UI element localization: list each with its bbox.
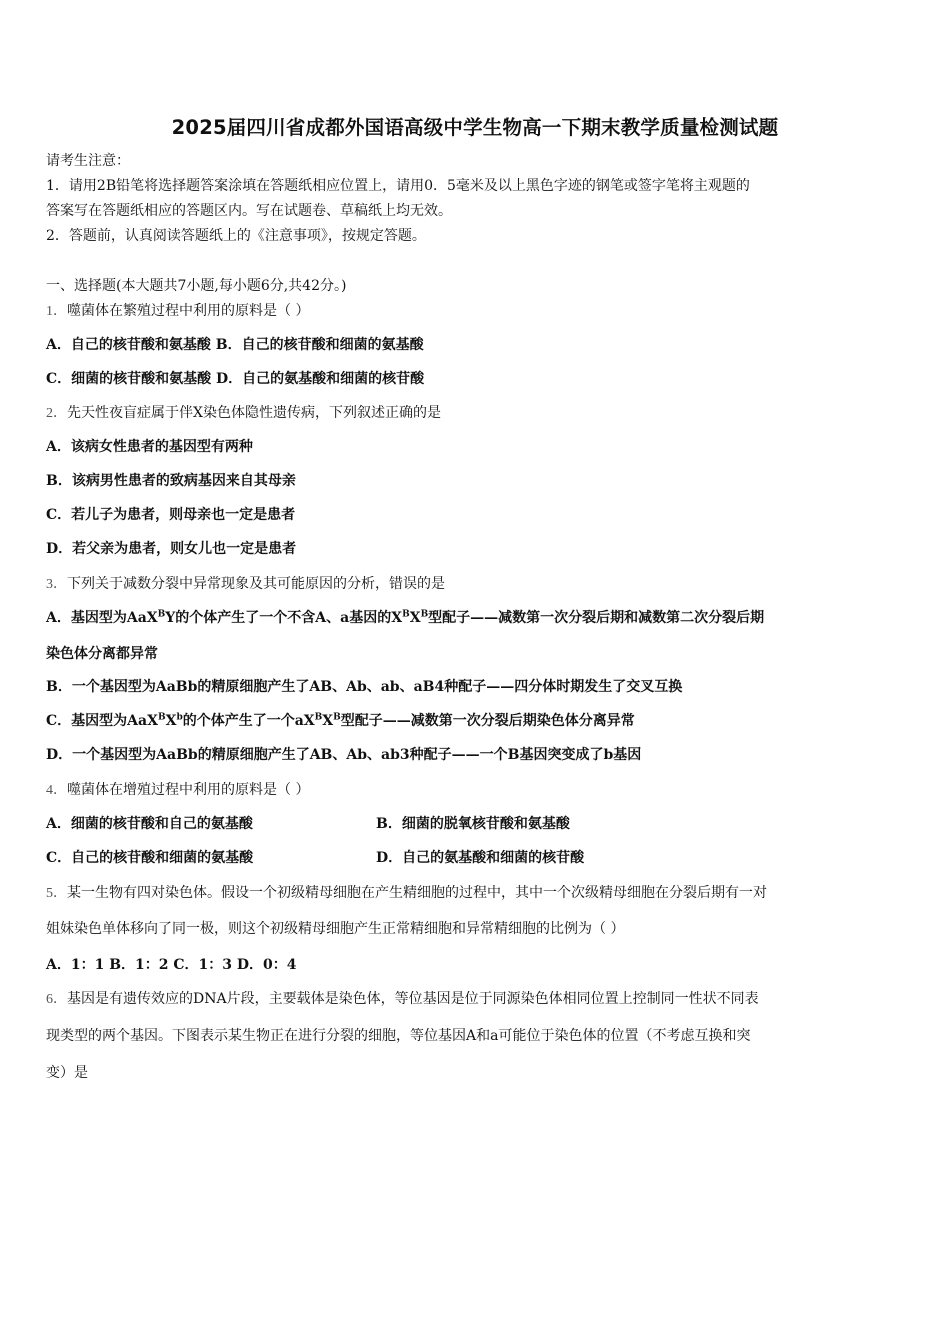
question-3-option-c	[46, 711, 916, 731]
question-4-option-b: B．细菌的脱氧核苷酸和氨基酸	[376, 816, 570, 832]
superscript: B	[420, 609, 429, 620]
question-1-options-ab: A．自己的核苷酸和氨基酸 B．自己的核苷酸和细菌的氨基酸	[46, 337, 424, 353]
text-part: 的个体产生了一个aX	[182, 713, 315, 729]
question-2-stem	[46, 403, 916, 424]
superscript: b	[176, 712, 183, 723]
text-part: Y的个体产生了一个不含A、a基因的X	[165, 610, 403, 626]
question-2-option-c: C．若儿子为患者，则母亲也一定是患者	[46, 507, 296, 523]
question-3-stem	[46, 574, 916, 595]
question-4-options-ab	[46, 814, 916, 834]
question-4-option-d: D．自己的氨基酸和细菌的核苷酸	[376, 850, 585, 866]
question-text: 某一生物有四对染色体。假设一个初级精母细胞在产生精细胞的过程中，其中一个次级精母细胞在分裂后期有一对	[67, 885, 767, 901]
question-4-stem	[46, 780, 916, 801]
question-4-options-cd	[46, 848, 916, 868]
notice-line-1: 1．请用2B铅笔将选择题答案涂填在答题纸相应位置上，请用0．5毫米及以上黑色字迹的钢笔或签字笔将主观题的	[46, 178, 750, 194]
superscript: B	[333, 712, 341, 723]
question-2-option-d: D．若父亲为患者，则女儿也一定是患者	[46, 541, 297, 557]
question-3-option-b: B．一个基因型为AaBb的精原细胞产生了AB、Ab、ab、aB4种配子——四分体时期发生了交叉互换	[46, 679, 683, 695]
question-5-options: A．1：1 B．1：2 C．1：3 D．0：4	[46, 957, 297, 973]
superscript: B	[157, 609, 166, 620]
question-number: 5．	[46, 886, 67, 901]
superscript: B	[157, 712, 166, 723]
page-title: 2025届四川省成都外国语高级中学生物高一下期末教学质量检测试题	[171, 116, 779, 139]
question-number: 2．	[46, 406, 67, 421]
notice-line-2: 答案写在答题纸相应的答题区内。写在试题卷、草稿纸上均无效。	[46, 203, 452, 219]
question-4-option-c: C．自己的核苷酸和细菌的氨基酸	[46, 850, 254, 866]
text-part: C．基因型为AaX	[46, 713, 158, 729]
text-part: X	[165, 713, 177, 729]
text-part: 型配子——减数第一次分裂后期和减数第二次分裂后期	[428, 610, 765, 626]
question-3-option-a	[46, 608, 916, 628]
question-3-option-a-continued: 染色体分离都异常	[46, 646, 158, 662]
question-text: 基因是有遗传效应的DNA片段，主要载体是染色体，等位基因是位于同源染色体相同位置上控制同一性状不同表	[67, 991, 759, 1007]
question-text: 噬菌体在增殖过程中利用的原料是（ ）	[67, 782, 310, 798]
question-number: 3．	[46, 577, 67, 592]
question-6-stem-continued-2: 变）是	[46, 1065, 88, 1081]
text-part: A．基因型为AaX	[46, 610, 158, 626]
question-text: 噬菌体在繁殖过程中利用的原料是（ ）	[67, 303, 310, 319]
question-1-stem	[46, 301, 916, 322]
superscript: B	[314, 712, 323, 723]
question-1-options-cd: C．细菌的核苷酸和氨基酸 D．自己的氨基酸和细菌的核苷酸	[46, 371, 425, 387]
section-heading: 一、选择题(本大题共7小题,每小题6分,共42分。)	[46, 278, 347, 294]
notice-line-3: 2．答题前，认真阅读答题纸上的《注意事项》，按规定答题。	[46, 228, 426, 244]
text-part: X	[322, 713, 334, 729]
question-4-option-a: A．细菌的核苷酸和自己的氨基酸	[46, 816, 253, 832]
text-part: X	[409, 610, 421, 626]
question-6-stem	[46, 989, 916, 1010]
question-2-option-b: B．该病男性患者的致病基因来自其母亲	[46, 473, 296, 489]
question-number: 1．	[46, 304, 67, 319]
text-part: 型配子——减数第一次分裂后期染色体分离异常	[340, 713, 635, 729]
question-6-stem-continued-1: 现类型的两个基因。下图表示某生物正在进行分裂的细胞，等位基因A和a可能位于染色体的位置（不考虑互换和突	[46, 1028, 751, 1044]
question-number: 6．	[46, 992, 67, 1007]
notice-heading: 请考生注意：	[46, 153, 130, 169]
question-text: 先天性夜盲症属于伴X染色体隐性遗传病，下列叙述正确的是	[67, 405, 441, 421]
question-text: 下列关于减数分裂中异常现象及其可能原因的分析，错误的是	[67, 576, 445, 592]
question-number: 4．	[46, 783, 67, 798]
question-5-stem	[46, 883, 916, 904]
superscript: B	[402, 609, 410, 620]
question-5-stem-continued: 姐妹染色单体移向了同一极，则这个初级精母细胞产生正常精细胞和异常精细胞的比例为（ ）	[46, 921, 625, 937]
question-3-option-d: D．一个基因型为AaBb的精原细胞产生了AB、Ab、ab3种配子——一个B基因突变成了b基因	[46, 747, 642, 763]
question-2-option-a: A．该病女性患者的基因型有两种	[46, 439, 253, 455]
